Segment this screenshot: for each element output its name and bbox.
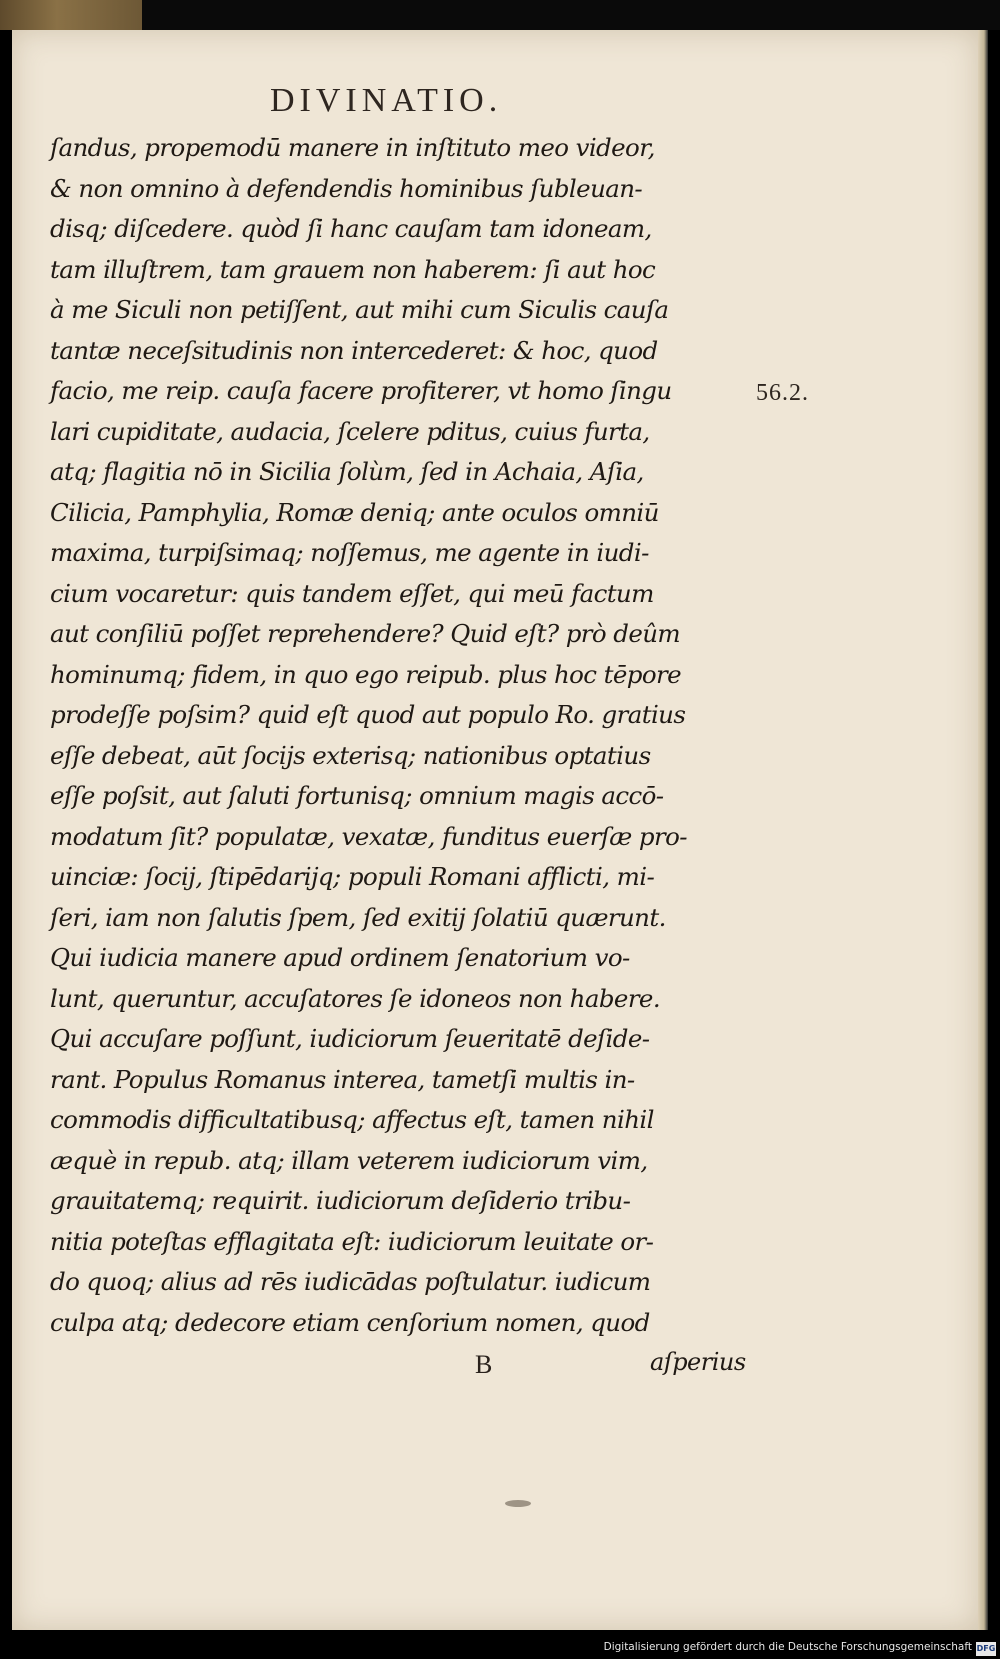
text-line: Cilicia, Pamphylia, Romæ deniq; ante oculos omniū — [50, 497, 659, 527]
text-line: eſſe debeat, aūt ſocijs exterisq; nationibus optatius — [50, 740, 651, 770]
text-line: æquè in repub. atq; illam veterem iudiciorum vim, — [50, 1145, 648, 1175]
dfg-logo-icon: DFG — [976, 1642, 996, 1656]
digitization-credit: Digitalisierung gefördert durch die Deutsche Forschungsgemeinschaft — [603, 1641, 972, 1653]
text-line: grauitatemq; requirit. iudiciorum deſiderio tribu- — [50, 1186, 631, 1215]
running-head: DIVINATIO. — [270, 82, 503, 119]
page-edge — [978, 30, 988, 1630]
text-line: tantæ neceſsitudinis non intercederet: & hoc, quod — [50, 335, 658, 365]
text-line: eſſe poſsit, aut ſaluti fortunisq; omnium magis accō- — [50, 781, 664, 810]
margin-note: 56.2. — [756, 380, 809, 406]
text-line: commodis difficultatibusq; affectus eſt, tamen nihil — [50, 1105, 654, 1134]
text-line: rant. Populus Romanus interea, tametſi multis in- — [50, 1064, 635, 1094]
text-line: à me Siculi non petiſſent, aut mihi cum Siculis cauſa — [50, 295, 669, 324]
text-line: facio, me reip. cauſa facere profiterer, vt homo ſingu — [50, 376, 672, 405]
text-line: ſandus, propemodū manere in inſtituto meo videor, — [50, 133, 655, 162]
text-line: do quoq; alius ad rēs iudicādas poſtulatur. iudicum — [50, 1267, 651, 1296]
text-line: lari cupiditate, audacia, ſcelere pditus, cuius furta, — [50, 416, 650, 446]
text-line: cium vocaretur: quis tandem eſſet, qui meū factum — [50, 578, 654, 608]
text-line: culpa atq; dedecore etiam cenſorium nomen, quod — [50, 1307, 650, 1337]
text-line: lunt, queruntur, accuſatores ſe idoneos non habere. — [50, 983, 661, 1013]
ink-smudge — [505, 1500, 531, 1507]
text-line: uinciæ: ſocij, ſtipēdarijq; populi Romani afflicti, mi- — [50, 862, 655, 891]
text-line: aut conſiliū poſſet reprehendere? Quid eſt? prò deûm — [50, 619, 681, 648]
text-line: prodeſſe poſsim? quid eſt quod aut populo Ro. gratius — [50, 700, 686, 729]
text-line: Qui iudicia manere apud ordinem ſenatorium vo- — [50, 943, 630, 972]
text-line: ſeri, iam non ſalutis ſpem, ſed exitij ſolatiū quærunt. — [50, 902, 666, 932]
text-line: modatum ſit? populatæ, vexatæ, funditus euerſæ pro- — [50, 821, 687, 851]
text-line: tam illuſtrem, tam grauem non haberem: ſi aut hoc — [50, 254, 656, 284]
text-line: disq; diſcedere. quòd ſi hanc cauſam tam idoneam, — [50, 214, 652, 243]
bookmark-ribbon — [0, 0, 142, 30]
catchword: aſperius — [650, 1348, 746, 1376]
signature-mark: B — [475, 1350, 493, 1379]
text-line: hominumq; fidem, in quo ego reipub. plus hoc tēpore — [50, 659, 681, 689]
text-line: Qui accuſare poſſunt, iudiciorum ſeueritatē deſide- — [50, 1024, 650, 1053]
text-block — [50, 128, 720, 1343]
text-line: nitia poteſtas efflagitata eſt: iudiciorum leuitate or- — [50, 1226, 654, 1256]
text-line: & non omnino à defendendis hominibus ſubleuan- — [50, 173, 643, 203]
text-line: maxima, turpiſsimaq; noſſemus, me agente in iudi- — [50, 538, 649, 567]
text-line: atq; flagitia nō in Sicilia ſolùm, ſed in Achaia, Aſia, — [50, 457, 644, 486]
scan-background — [0, 0, 1000, 30]
